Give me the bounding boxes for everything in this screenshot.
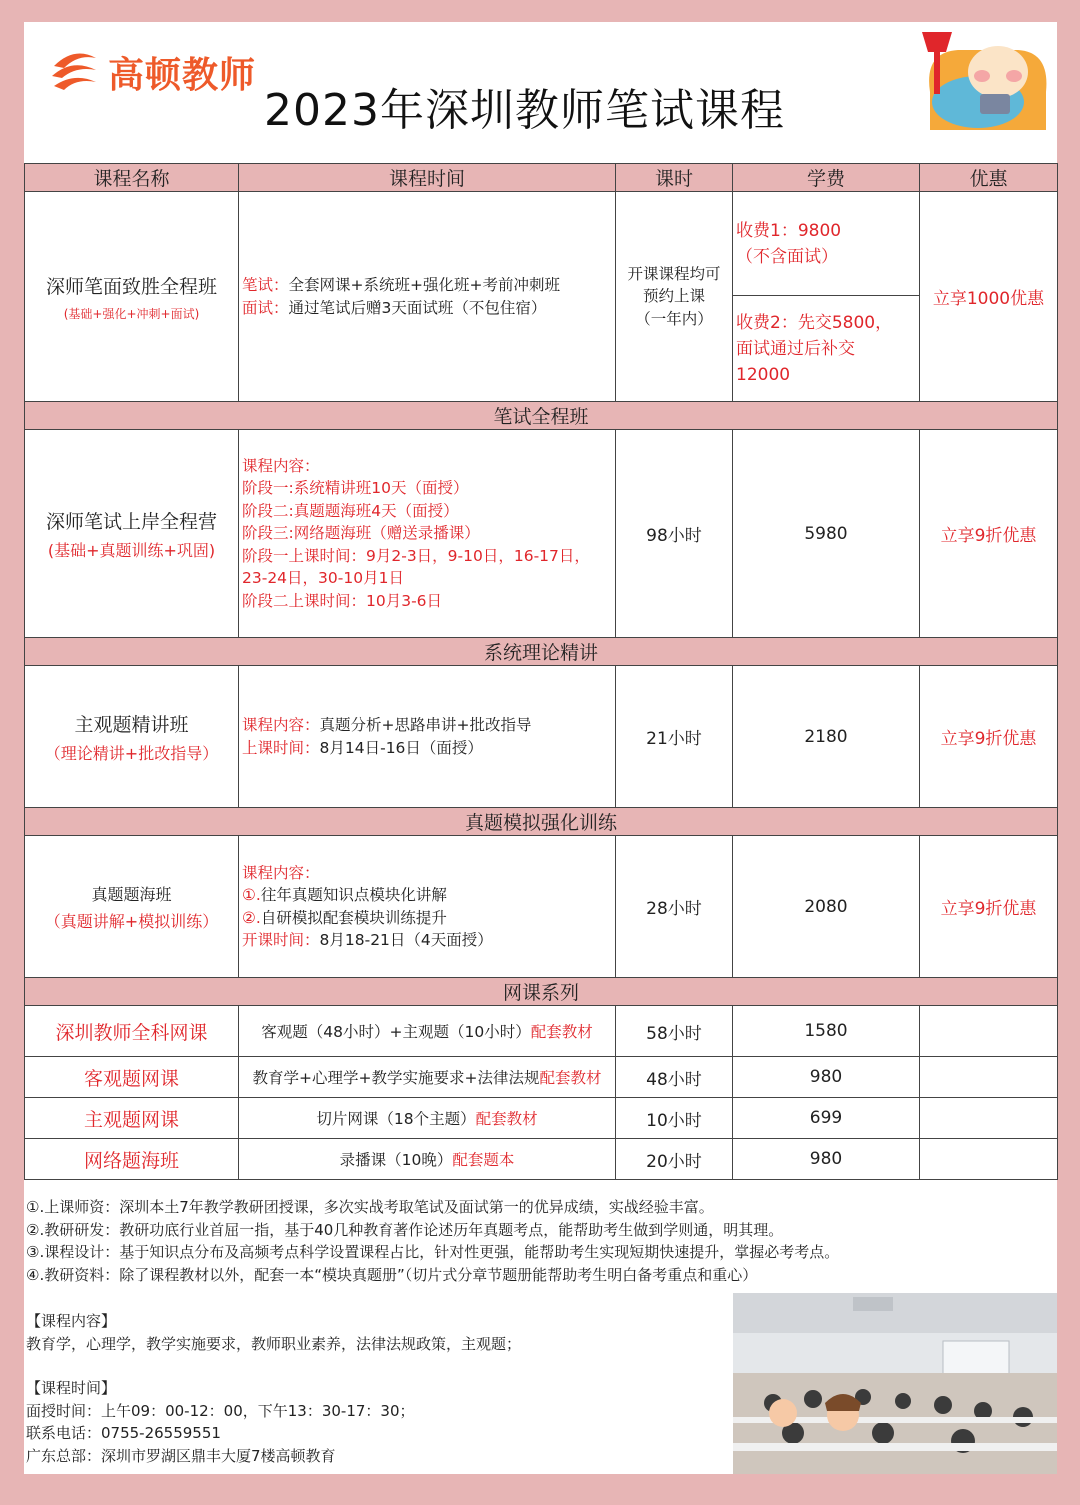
course-name: 主观题精讲班 (74, 713, 189, 736)
item-text: 自研模拟配套模块训练提升 (260, 908, 447, 927)
online-course-desc (239, 1139, 616, 1180)
hours-cell: 98小时 (616, 430, 733, 638)
table-row (25, 192, 1058, 296)
discount-cell: 立享9折优惠 (920, 666, 1058, 808)
content-line: 阶段二:真题题海班4天（面授） (242, 501, 459, 520)
content-line: 阶段一上课时间：9月2-3日，9-10日，16-17日， (242, 546, 590, 565)
course-subtitle: （理论精讲+批改指导） (44, 743, 219, 763)
content-heading: 【课程内容】 (26, 1312, 117, 1330)
table-row (25, 1139, 1058, 1180)
desc-tag: 配套教材 (475, 1110, 538, 1128)
classroom-photo (733, 1293, 1057, 1474)
discount-cell: 立享1000优惠 (920, 192, 1058, 402)
discount-cell (920, 1098, 1058, 1139)
course-name-cell (25, 666, 239, 808)
course-name: 深师笔试上岸全程营 (45, 510, 217, 533)
time-heading: 【课程时间】 (26, 1379, 117, 1397)
content-line: 课程内容： (242, 456, 320, 475)
course-name: 深师笔面致胜全程班 (45, 275, 217, 298)
online-course-name: 客观题网课 (25, 1057, 239, 1098)
fee-cell: 5980 (733, 430, 920, 638)
label-time: 上课时间： (242, 738, 320, 757)
page-title: 2023年深圳教师笔试课程 (264, 85, 785, 136)
time-text: 面授时间：上午09：00-12：00，下午13：30-17：30； (26, 1401, 415, 1420)
fee-line: 面试通过后补交 (736, 338, 855, 359)
col-header-discount: 优惠 (920, 164, 1058, 192)
course-subtitle: (基础+真题训练+巩固) (47, 540, 216, 560)
course-time-cell (239, 192, 616, 402)
col-header-time: 课程时间 (239, 164, 616, 192)
online-course-name: 主观题网课 (25, 1098, 239, 1139)
content-line: 23-24日，30-10月1日 (242, 569, 404, 588)
discount-cell: 立享9折优惠 (920, 836, 1058, 978)
course-time-cell (239, 666, 616, 808)
label-content: 课程内容： (242, 716, 320, 734)
note-line: ②.教研研发：教研功底行业首屈一指，基于40几种教育著作论述历年真题考点，能帮助考生做到学则通，明其理。 (26, 1220, 784, 1239)
desc-tag: 配套题本 (452, 1151, 515, 1169)
content-line: 阶段三:网络题海班（赠送录播课） (242, 524, 480, 543)
text-written: 全套网课+系统班+强化班+考前冲刺班 (288, 276, 560, 294)
content-line: 阶段一:系统精讲班10天（面授） (242, 479, 469, 498)
hours-line: 预约上课 (642, 287, 705, 306)
course-time-cell (239, 430, 616, 638)
course-name-cell (25, 192, 239, 402)
note-line: ①.上课师资：深圳本土7年教学教研团授课，多次实战考取笔试及面试第一的优异成绩，实战经验丰富。 (26, 1198, 714, 1216)
fee-cell: 699 (733, 1098, 920, 1139)
desc-tag: 配套教材 (530, 1023, 593, 1041)
desc-tag: 配套教材 (539, 1069, 602, 1087)
feature-notes (26, 1196, 1056, 1286)
label-interview: 面试： (242, 298, 289, 317)
item-number: ②. (242, 908, 261, 927)
phone-text: 联系电话：0755-26559551 (26, 1424, 221, 1442)
text-time: 8月18-21日（4天面授） (319, 931, 493, 949)
label-time: 开课时间： (242, 931, 320, 949)
address-text: 广东总部：深圳市罗湖区鼎丰大厦7楼高顿教育 (26, 1446, 336, 1465)
mascot-cow-illustration (918, 22, 1054, 132)
course-time-cell (239, 836, 616, 978)
fee-cell: 980 (733, 1139, 920, 1180)
discount-cell: 立享9折优惠 (920, 430, 1058, 638)
note-line: ④.教研资料：除了课程教材以外，配套一本“模块真题册”（切片式分章节题册能帮助考生明白备考重点和重心） (26, 1265, 758, 1284)
table-row (25, 666, 1058, 808)
desc-text: 教育学+心理学+教学实施要求+法律法规 (252, 1069, 540, 1087)
course-subtitle: (基础+强化+冲刺+面试) (63, 306, 200, 321)
course-table (24, 163, 1058, 1180)
section-title: 网课系列 (25, 978, 1058, 1006)
content-text: 教育学，心理学，教学实施要求，教师职业素养，法律法规政策，主观题； (26, 1334, 522, 1353)
fee-cell: 980 (733, 1057, 920, 1098)
desc-text: 客观题（48小时）+主观题（10小时） (261, 1023, 531, 1041)
fee-line: 12000 (736, 364, 791, 385)
label-content: 课程内容： (242, 863, 320, 882)
table-row (25, 836, 1058, 978)
brand-logo (46, 44, 256, 100)
label-written: 笔试： (242, 276, 289, 294)
hours-cell: 48小时 (616, 1057, 733, 1098)
section-title: 真题模拟强化训练 (25, 808, 1058, 836)
col-header-fee: 学费 (733, 164, 920, 192)
hours-line: 开课课程均可 (627, 264, 721, 283)
online-course-name: 深圳教师全科网课 (25, 1006, 239, 1057)
item-number: ①. (242, 886, 261, 904)
section-title: 系统理论精讲 (25, 638, 1058, 666)
table-row (25, 1057, 1058, 1098)
fee-cell: 1580 (733, 1006, 920, 1057)
online-course-name: 网络题海班 (25, 1139, 239, 1180)
hours-cell: 28小时 (616, 836, 733, 978)
text-content: 真题分析+思路串讲+批改指导 (319, 716, 532, 734)
online-course-desc (239, 1006, 616, 1057)
table-row (25, 1098, 1058, 1139)
col-header-name: 课程名称 (25, 164, 239, 192)
discount-cell (920, 1057, 1058, 1098)
course-info (26, 1310, 726, 1467)
desc-text: 切片网课（18个主题） (316, 1110, 476, 1128)
hours-cell (616, 192, 733, 402)
fee-cell: 2180 (733, 666, 920, 808)
fee-option-1 (733, 192, 920, 296)
logo-text: 高顿教师 (108, 54, 257, 96)
course-name-cell (25, 430, 239, 638)
content-line: 阶段二上课时间：10月3-6日 (242, 591, 443, 610)
hours-cell: 58小时 (616, 1006, 733, 1057)
discount-cell (920, 1006, 1058, 1057)
hours-cell: 21小时 (616, 666, 733, 808)
table-row (25, 430, 1058, 638)
fee-option-2 (733, 296, 920, 402)
logo-swirl-icon (46, 44, 102, 100)
fee-line: 收费1：9800 (736, 220, 842, 241)
text-time: 8月14日-16日（面授） (319, 738, 483, 757)
header (24, 22, 1057, 164)
table-row (25, 1006, 1058, 1057)
hours-line: （一年内） (635, 309, 713, 328)
online-course-desc (239, 1057, 616, 1098)
col-header-hours: 课时 (616, 164, 733, 192)
desc-text: 录播课（10晚） (339, 1151, 453, 1169)
discount-cell (920, 1139, 1058, 1180)
course-subtitle: （真题讲解+模拟训练） (44, 911, 219, 931)
section-title: 笔试全程班 (25, 402, 1058, 430)
hours-cell: 20小时 (616, 1139, 733, 1180)
fee-line: （不含面试） (736, 246, 838, 267)
course-name: 真题题海班 (91, 884, 172, 904)
note-line: ③.课程设计：基于知识点分布及高频考点科学设置课程占比，针对性更强，能帮助考生实现短期快速提升，掌握必考考点。 (26, 1243, 840, 1261)
online-course-desc (239, 1098, 616, 1139)
text-interview: 通过笔试后赠3天面试班（不包住宿） (288, 298, 547, 317)
course-name-cell (25, 836, 239, 978)
hours-cell: 10小时 (616, 1098, 733, 1139)
fee-line: 收费2：先交5800， (736, 312, 893, 333)
item-text: 往年真题知识点模块化讲解 (260, 886, 447, 904)
fee-cell: 2080 (733, 836, 920, 978)
